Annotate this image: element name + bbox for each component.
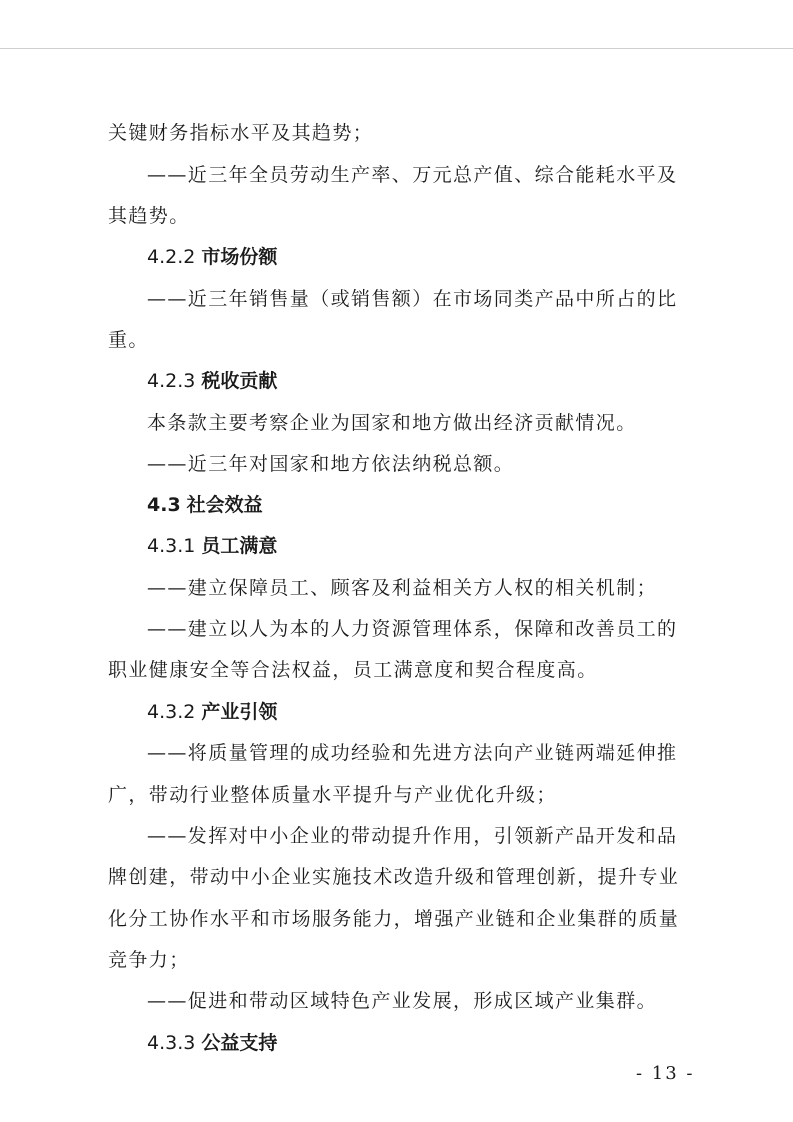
section-title: 市场份额 — [201, 246, 278, 268]
section-number: 4.3.1 — [147, 535, 196, 557]
body-text-line: 重。 — [108, 329, 149, 351]
section-title: 公益支持 — [201, 1032, 278, 1054]
section-heading-4-3-3 — [147, 1031, 277, 1055]
section-number: 4.3.3 — [147, 1032, 196, 1054]
list-item-line: ——建立保障员工、顾客及利益相关方人权的相关机制； — [147, 577, 658, 599]
body-text-line: 本条款主要考察企业为国家和地方做出经济贡献情况。 — [147, 412, 637, 434]
page-number: - 13 - — [636, 1063, 695, 1084]
section-title: 社会效益 — [186, 494, 263, 516]
body-text-line: 竞争力； — [108, 949, 190, 971]
section-title: 产业引领 — [201, 701, 278, 723]
section-number: 4.2.2 — [147, 246, 196, 268]
list-item-line: ——促进和带动区域特色产业发展，形成区域产业集群。 — [147, 990, 658, 1012]
list-item-line: ——发挥对中小企业的带动提升作用，引领新产品开发和品 — [147, 825, 678, 847]
section-heading-4-3-1 — [147, 534, 277, 558]
body-text-line: 关键财务指标水平及其趋势； — [108, 122, 374, 144]
list-item-line: ——近三年销售量（或销售额）在市场同类产品中所占的比 — [147, 288, 678, 310]
list-item-line: ——将质量管理的成功经验和先进方法向产业链两端延伸推 — [147, 742, 678, 764]
body-text-line: 牌创建，带动中小企业实施技术改造升级和管理创新，提升专业 — [108, 866, 680, 888]
section-title: 税收贡献 — [201, 370, 278, 392]
section-number: 4.3.2 — [147, 701, 196, 723]
body-text-line: 职业健康安全等合法权益，员工满意度和契合程度高。 — [108, 659, 598, 681]
body-text-line: 广，带动行业整体质量水平提升与产业优化升级； — [108, 784, 557, 806]
section-heading-4-2-3 — [147, 369, 277, 393]
section-heading-4-3-2 — [147, 700, 277, 724]
section-heading-4-2-2 — [147, 245, 277, 269]
list-item-line: ——近三年对国家和地方依法纳税总额。 — [147, 453, 515, 475]
section-number: 4.2.3 — [147, 370, 196, 392]
list-item-line: ——近三年全员劳动生产率、万元总产值、综合能耗水平及 — [147, 164, 678, 186]
body-text-line: 化分工协作水平和市场服务能力，增强产业链和企业集群的质量 — [108, 908, 680, 930]
list-item-line: ——建立以人为本的人力资源管理体系，保障和改善员工的 — [147, 618, 678, 640]
section-heading-4-3 — [147, 493, 263, 517]
body-text-line: 其趋势。 — [108, 205, 190, 227]
section-number: 4.3 — [147, 494, 181, 516]
section-title: 员工满意 — [201, 535, 278, 557]
